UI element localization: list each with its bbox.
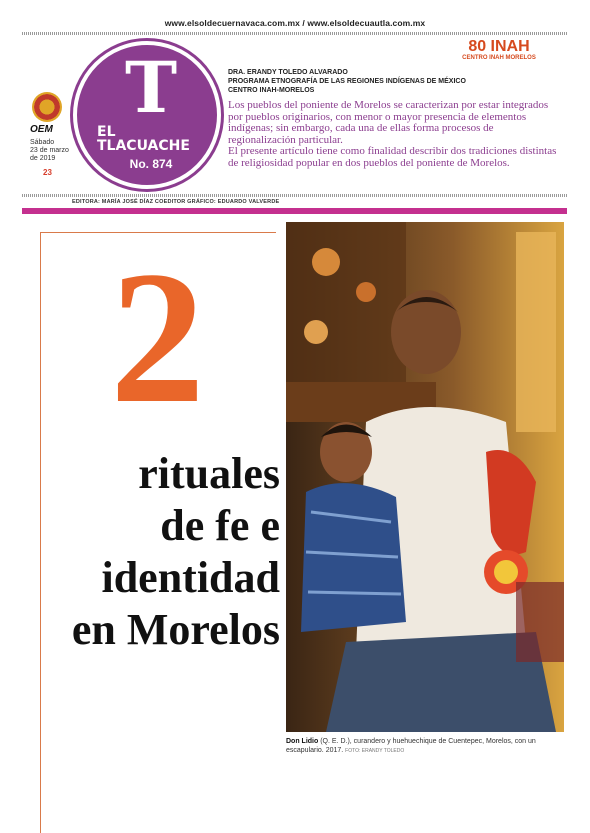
headline-line1: rituales bbox=[138, 449, 280, 498]
sun-emblem-icon bbox=[32, 92, 62, 122]
date-year: de 2019 bbox=[30, 155, 56, 162]
intro-paragraph-2: El presente artículo tiene como finalidad describir dos tradiciones distintas de religiosidad popular en dos pueblos del poniente de Morelos. bbox=[228, 145, 557, 169]
author-program: PROGRAMA ETNOGRAFÍA DE LAS REGIONES INDÍGENAS DE MÉXICO bbox=[228, 78, 466, 85]
logo-name-line1: EL bbox=[97, 124, 116, 140]
caption-name: Don Lidio bbox=[286, 738, 319, 745]
tlacuache-logo bbox=[73, 41, 221, 189]
feature-photo bbox=[286, 222, 564, 732]
issue-date bbox=[30, 139, 72, 163]
header-rule bbox=[22, 32, 567, 35]
author-block bbox=[228, 68, 558, 95]
inah-logo bbox=[460, 38, 538, 61]
headline-line4: en Morelos bbox=[71, 605, 280, 654]
section-bar bbox=[22, 208, 567, 214]
intro-paragraph-1: Los pueblos del poniente de Morelos se caracterizan por estar integrados por pueblos originarios, con menor o mayor presencia de elementos indígenas; sin embargo, cada una de ellas forma procesos de regionalización particular. bbox=[228, 99, 549, 146]
caption-credit: FOTO: ERANDY TOLEDO bbox=[345, 748, 405, 754]
author-name: DRA. ERANDY TOLEDO ALVARADO bbox=[228, 69, 348, 76]
photo-illustration bbox=[286, 222, 564, 732]
site-urls: www.elsoldecuernavaca.com.mx / www.elsoldecuautla.com.mx bbox=[164, 18, 426, 28]
author-center: CENTRO INAH-MORELOS bbox=[228, 87, 315, 94]
logo-name bbox=[97, 125, 207, 153]
date-day: 23 de marzo bbox=[30, 147, 69, 154]
intro-text bbox=[228, 100, 562, 169]
page-number: 23 bbox=[43, 168, 52, 177]
headline-line3: identidad bbox=[101, 553, 280, 602]
date-weekday: Sábado bbox=[30, 139, 55, 146]
footer-rule bbox=[22, 194, 567, 197]
oem-logo: OEM bbox=[30, 124, 53, 135]
logo-name-line2: TLACUACHE bbox=[97, 138, 190, 154]
logo-initial: T bbox=[124, 46, 178, 129]
photo-caption bbox=[286, 737, 566, 756]
caption-text: (Q. E. D.), curandero y huehuechique de Cuentepec, Morelos, con un escapulario. 2017. bbox=[286, 738, 536, 754]
headline-number: 2 bbox=[110, 233, 205, 443]
headline bbox=[30, 448, 280, 656]
issue-number: No. 874 bbox=[129, 157, 173, 171]
inah-badge: 80 INAH bbox=[468, 38, 530, 55]
editor-credits: EDITORA: MARÍA JOSÉ DÍAZ COEDITOR GRÁFICO: EDUARDO VALVERDE bbox=[72, 199, 280, 205]
headline-line2: de fe e bbox=[160, 501, 280, 550]
inah-sub: CENTRO INAH MORELOS bbox=[462, 55, 536, 61]
